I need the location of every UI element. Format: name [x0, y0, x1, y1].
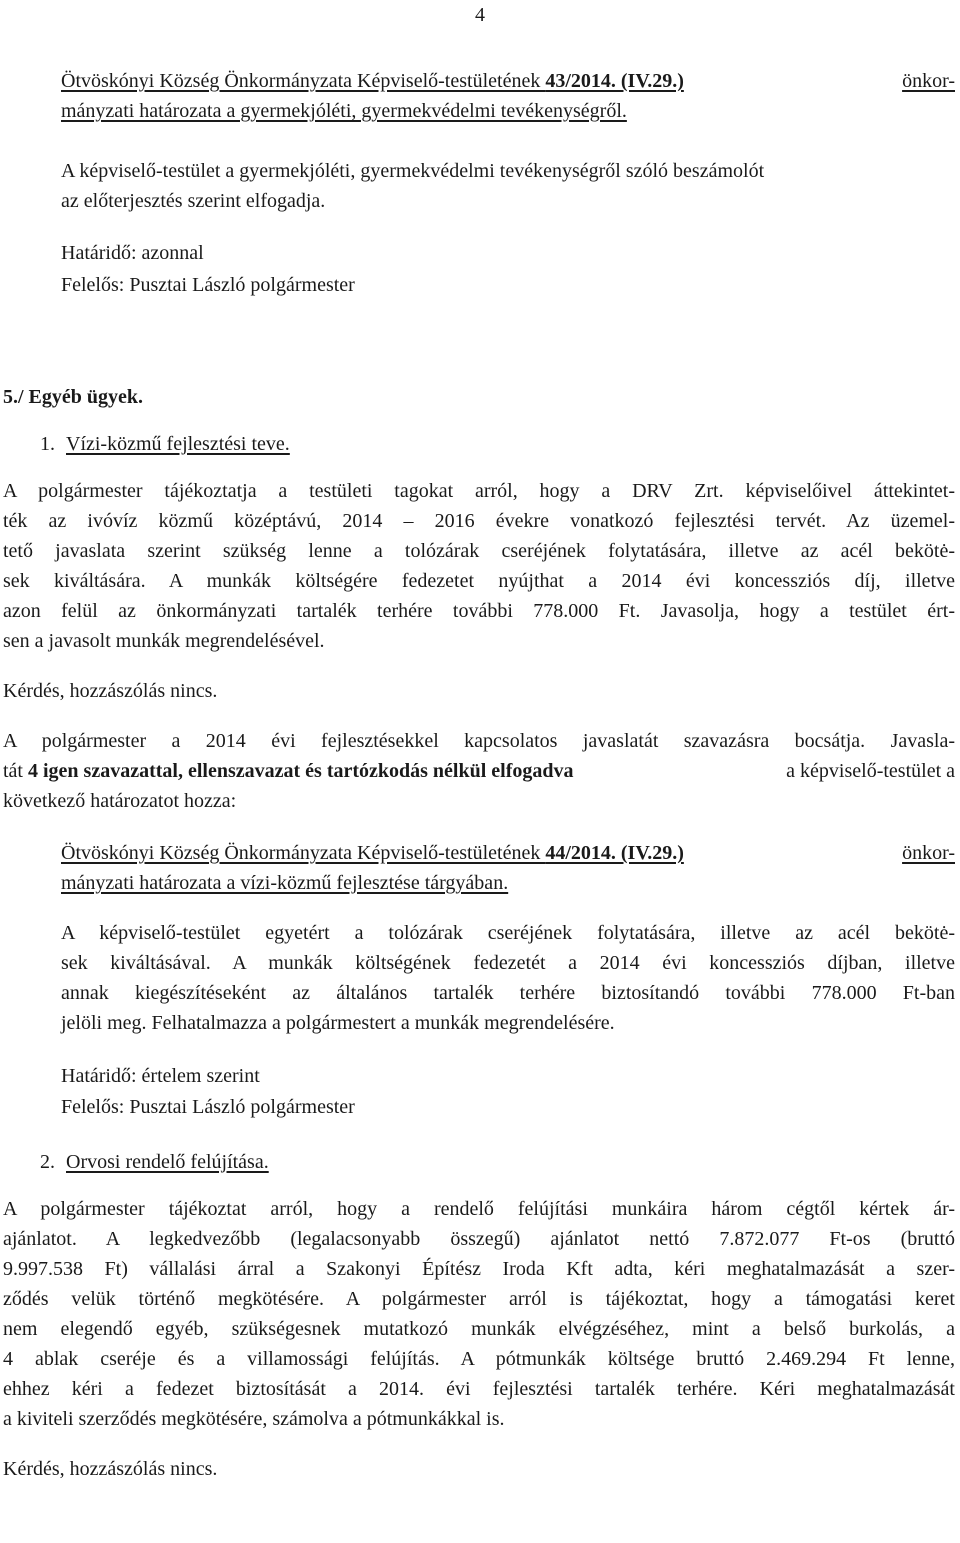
resolution-43-deadline: Határidő: azonnal — [61, 242, 204, 264]
item-1-paragraph: A polgármester tájékoztatja a testületi tagokat arról, hogy a DRV Zrt. képviselőivel áttekintet- ték az ivóvíz közmű középtávú, 2014 – 2016 évekre vonatkozó fejlesztési tervét. Az üzemel- tető javaslata szerint szükség lenne a tolózárak cseréjének folytatására, illetve az acél bekötė- sek kiváltására. A munkák költségére fedezetet nyújthat a 2014 évi koncessziós díj, illetve azon felül az önkormányzati tartalék terhére további 778.000 Ft. Javasolja, hogy a testület ért- sen a javasolt munkák megrendelésével. — [3, 480, 955, 652]
resolution-44-title-line2: mányzati határozata a vízi-közmű fejlesztése tárgyában. — [61, 872, 509, 894]
item-2-number: 2. — [40, 1151, 55, 1173]
resolution-43-responsible: Felelős: Pusztai László polgármester — [61, 274, 355, 296]
item-1-vote: A polgármester a 2014 évi fejlesztésekkel kapcsolatos javaslatát szavazásra bocsátja. Javasla- tát 4 igen szavazattal, ellenszavazat és tartózkodás nélkül elfogadva a képviselő-testület a következő határozatot hozza: — [3, 730, 955, 812]
resolution-43-title-line1: Ötvöskónyi Község Önkormányzata Képviselő-testületének 43/2014. (IV.29.) önkor- — [61, 70, 955, 92]
resolution-44-responsible: Felelős: Pusztai László polgármester — [61, 1096, 355, 1118]
section-heading: 5./ Egyéb ügyek. — [3, 386, 144, 408]
document-body — [3, 69, 955, 1482]
resolution-43-title-line2: mányzati határozata a gyermekjóléti, gyermekvédelmi tevékenységről. — [61, 100, 627, 122]
resolution-44-title — [61, 841, 955, 896]
item-2-heading — [40, 1150, 955, 1175]
item-1-questions: Kérdés, hozzászólás nincs. — [3, 680, 218, 702]
resolution-43-title — [61, 69, 955, 124]
item-2-paragraph: A polgármester tájékoztat arról, hogy a rendelő felújítási munkáira három cégtől kértek ár- ajánlatot. A legkedvezőbb (legalacsonyabb összegű) ajánlatot nettó 7.872.077 Ft-os (bruttó 9.997.538 Ft) vállalási árral a Szakonyi Építész Iroda Kft adta, kéri meghatalmazását a szer- ződés velük történő megkötésére. A polgármester arról is tájékoztat, hogy a támogatási keret nem elegendő egyéb, szükségesnek mutatkozó munkák elvégzéséhez, mint a belső burkolás, a 4 ablak cseréje és a villamossági felújítás. A pótmunkák költsége bruttó 2.469.294 Ft lenne, ehhez kéri a fedezet biztosítását a 2014. évi fejlesztési tartalék terhére. Kéri meghatalmazását a kiviteli szerződés megkötésére, számolva a pótmunkákkal is. — [3, 1198, 955, 1430]
item-1-title: Vízi-közmű fejlesztési teve. — [66, 433, 290, 455]
resolution-44-title-line1: Ötvöskónyi Község Önkormányzata Képviselő-testületének 44/2014. (IV.29.) önkor- — [61, 842, 955, 864]
item-1-number: 1. — [40, 433, 55, 455]
resolution-43-body: A képviselő-testület a gyermekjóléti, gyermekvédelmi tevékenységről szóló beszámolót az előterjesztés szerint elfogadja. — [61, 160, 765, 212]
page-number: 4 — [475, 4, 485, 26]
item-1-vote-result: tát 4 igen szavazattal, ellenszavazat és tartózkodás nélkül elfogadva a képviselő-testület a — [3, 760, 955, 782]
item-1-heading — [40, 432, 955, 457]
item-2-title: Orvosi rendelő felújítása. — [66, 1151, 269, 1173]
resolution-44-deadline: Határidő: értelem szerint — [61, 1065, 260, 1087]
resolution-44-body: A képviselő-testület egyetért a tolózárak cseréjének folytatására, illetve az acél bekötė- sek kiváltásával. A munkák költségének fedezetét a 2014 évi koncessziós díjban, illetve annak kiegészítéseként az általános tartalék terhére biztosítandó további 778.000 Ft-ban jelöli meg. Felhatalmazza a polgármestert a munkák megrendelésére. — [61, 922, 955, 1034]
item-2-questions: Kérdés, hozzászólás nincs. — [3, 1458, 218, 1480]
